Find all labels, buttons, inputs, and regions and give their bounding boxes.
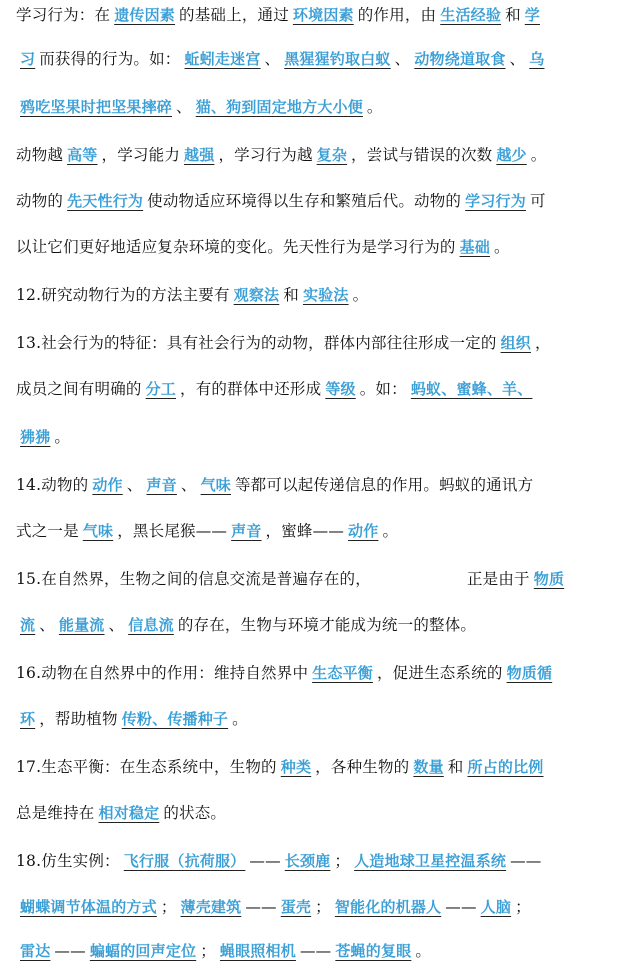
answer: 生活经验 [440, 6, 502, 24]
answer: 学习行为 [465, 192, 526, 210]
answer: 实验法 [302, 286, 349, 304]
answer: 苍蝇的复眼 [335, 942, 412, 960]
answer: 动作 [92, 476, 123, 494]
answer: 长颈鹿 [284, 852, 331, 870]
answer: 信息流 [128, 616, 174, 634]
answer: 蚯蚓走迷宫 [184, 50, 261, 68]
answer: 气味 [82, 522, 114, 540]
answer: 蝇眼照相机 [219, 942, 296, 960]
innate-behavior-line-1: 动物的 先天性行为 使动物适应环境得以生存和繁殖后代。动物的 学习行为 可 [16, 192, 546, 210]
answer: 分工 [145, 380, 177, 398]
answer: 声音 [231, 522, 262, 540]
question-15-line-1: 15.在自然界，生物之间的信息交流是普遍存在的， 正是由于 物质 [16, 568, 626, 590]
answer: 动作 [348, 522, 379, 540]
answer: 学 [524, 6, 540, 24]
answer: 先天性行为 [67, 192, 144, 210]
answer: 蚂蚁、蜜蜂、羊、 [410, 380, 533, 398]
answer: 传粉、传播种子 [121, 710, 229, 728]
answer: 雷达 [20, 942, 51, 960]
innate-behavior-line-2: 以让它们更好地适应复杂环境的变化。先天性行为是学习行为的 基础 。 [16, 238, 510, 256]
question-16-line-2: 环 ，帮助植物 传粉、传播种子 。 [16, 708, 626, 730]
answer: 习 [20, 50, 36, 68]
question-13-line-3: 狒狒 。 [16, 426, 626, 448]
learning-behavior-line-2: 习 而获得的行为。如： 蚯蚓走迷宫 、 黑猩猩钓取白蚁 、 动物绕道取食 、 乌 [16, 48, 626, 70]
question-18-line-1: 18.仿生实例： 飞行服（抗荷服） —— 长颈鹿 ； 人造地球卫星控温系统 —— [16, 852, 542, 870]
answer: 黑猩猩钓取白蚁 [284, 50, 391, 68]
answer: 狒狒 [20, 428, 51, 446]
question-13-line-1: 13.社会行为的特征：具有社会行为的动物，群体内部往往形成一定的 组织 ， [16, 334, 551, 352]
answer: 蝴蝶调节体温的方式 [20, 898, 157, 916]
answer: 乌 [529, 50, 545, 68]
question-13-line-2: 成员之间有明确的 分工 ，有的群体中还形成 等级 。如： 蚂蚁、蜜蜂、羊、 [16, 378, 626, 400]
answer: 飞行服（抗荷服） [123, 852, 246, 870]
answer: 越少 [496, 146, 527, 164]
question-16-line-1: 16.动物在自然界中的作用：维持自然界中 生态平衡 ，促进生态系统的 物质循 [16, 662, 626, 684]
answer: 相对稳定 [98, 804, 160, 822]
answer: 观察法 [233, 286, 280, 304]
question-17-line-2: 总是维持在 相对稳定 的状态。 [16, 804, 227, 822]
answer: 智能化的机器人 [334, 898, 442, 916]
question-14-line-2: 式之一是 气味 ，黑长尾猴—— 声音 ，蜜蜂—— 动作 。 [16, 522, 399, 540]
answer: 基础 [459, 238, 491, 256]
question-18-line-2: 蝴蝶调节体温的方式 ； 薄壳建筑 —— 蛋壳 ； 智能化的机器人 —— 人脑 ； [16, 896, 626, 918]
answer: 数量 [413, 758, 444, 776]
answer: 种类 [280, 758, 312, 776]
answer: 物质 [533, 570, 565, 588]
question-17-line-1: 17.生态平衡：在生态系统中，生物的 种类 ，各种生物的 数量 和 所占的比例 [16, 756, 626, 778]
answer: 动物绕道取食 [414, 50, 506, 68]
answer: 所占的比例 [467, 758, 544, 776]
answer: 薄壳建筑 [180, 898, 242, 916]
answer: 蛋壳 [280, 898, 312, 916]
answer: 人脑 [480, 898, 512, 916]
answer: 物质循 [506, 664, 553, 682]
answer: 人造地球卫星控温系统 [354, 852, 507, 870]
learning-behavior-line-1: 学习行为：在 遗传因素 的基础上，通过 环境因素 的作用，由 生活经验 和 学 [16, 4, 626, 26]
question-15-line-2: 流 、 能量流 、 信息流 的存在，生物与环境才能成为统一的整体。 [16, 614, 626, 636]
answer: 流 [20, 616, 36, 634]
answer: 等级 [325, 380, 356, 398]
animal-level-line: 动物越 高等 ，学习能力 越强 ，学习行为越 复杂 ，尝试与错误的次数 越少 。 [16, 146, 547, 164]
question-18-line-3: 雷达 —— 蝙蝠的回声定位 ； 蝇眼照相机 —— 苍蝇的复眼 。 [16, 940, 626, 962]
answer: 环境因素 [292, 6, 354, 24]
answer: 猫、狗到固定地方大小便 [195, 98, 363, 116]
answer: 声音 [146, 476, 177, 494]
answer: 组织 [500, 334, 531, 352]
answer: 蝙蝠的回声定位 [89, 942, 197, 960]
answer: 生态平衡 [312, 664, 373, 682]
answer: 鸦吃坚果时把坚果摔碎 [20, 98, 173, 116]
question-12: 12.研究动物行为的方法主要有 观察法 和 实验法 。 [16, 286, 369, 304]
answer: 环 [20, 710, 36, 728]
answer: 越强 [184, 146, 215, 164]
question-14-line-1: 14.动物的 动作 、 声音 、 气味 等都可以起传递信息的作用。蚂蚁的通讯方 [16, 476, 534, 494]
answer: 气味 [200, 476, 231, 494]
learning-behavior-line-3: 鸦吃坚果时把坚果摔碎 、 猫、狗到固定地方大小便 。 [16, 96, 626, 118]
answer: 遗传因素 [114, 6, 176, 24]
answer: 高等 [67, 146, 98, 164]
answer: 复杂 [316, 146, 348, 164]
answer: 能量流 [58, 616, 105, 634]
